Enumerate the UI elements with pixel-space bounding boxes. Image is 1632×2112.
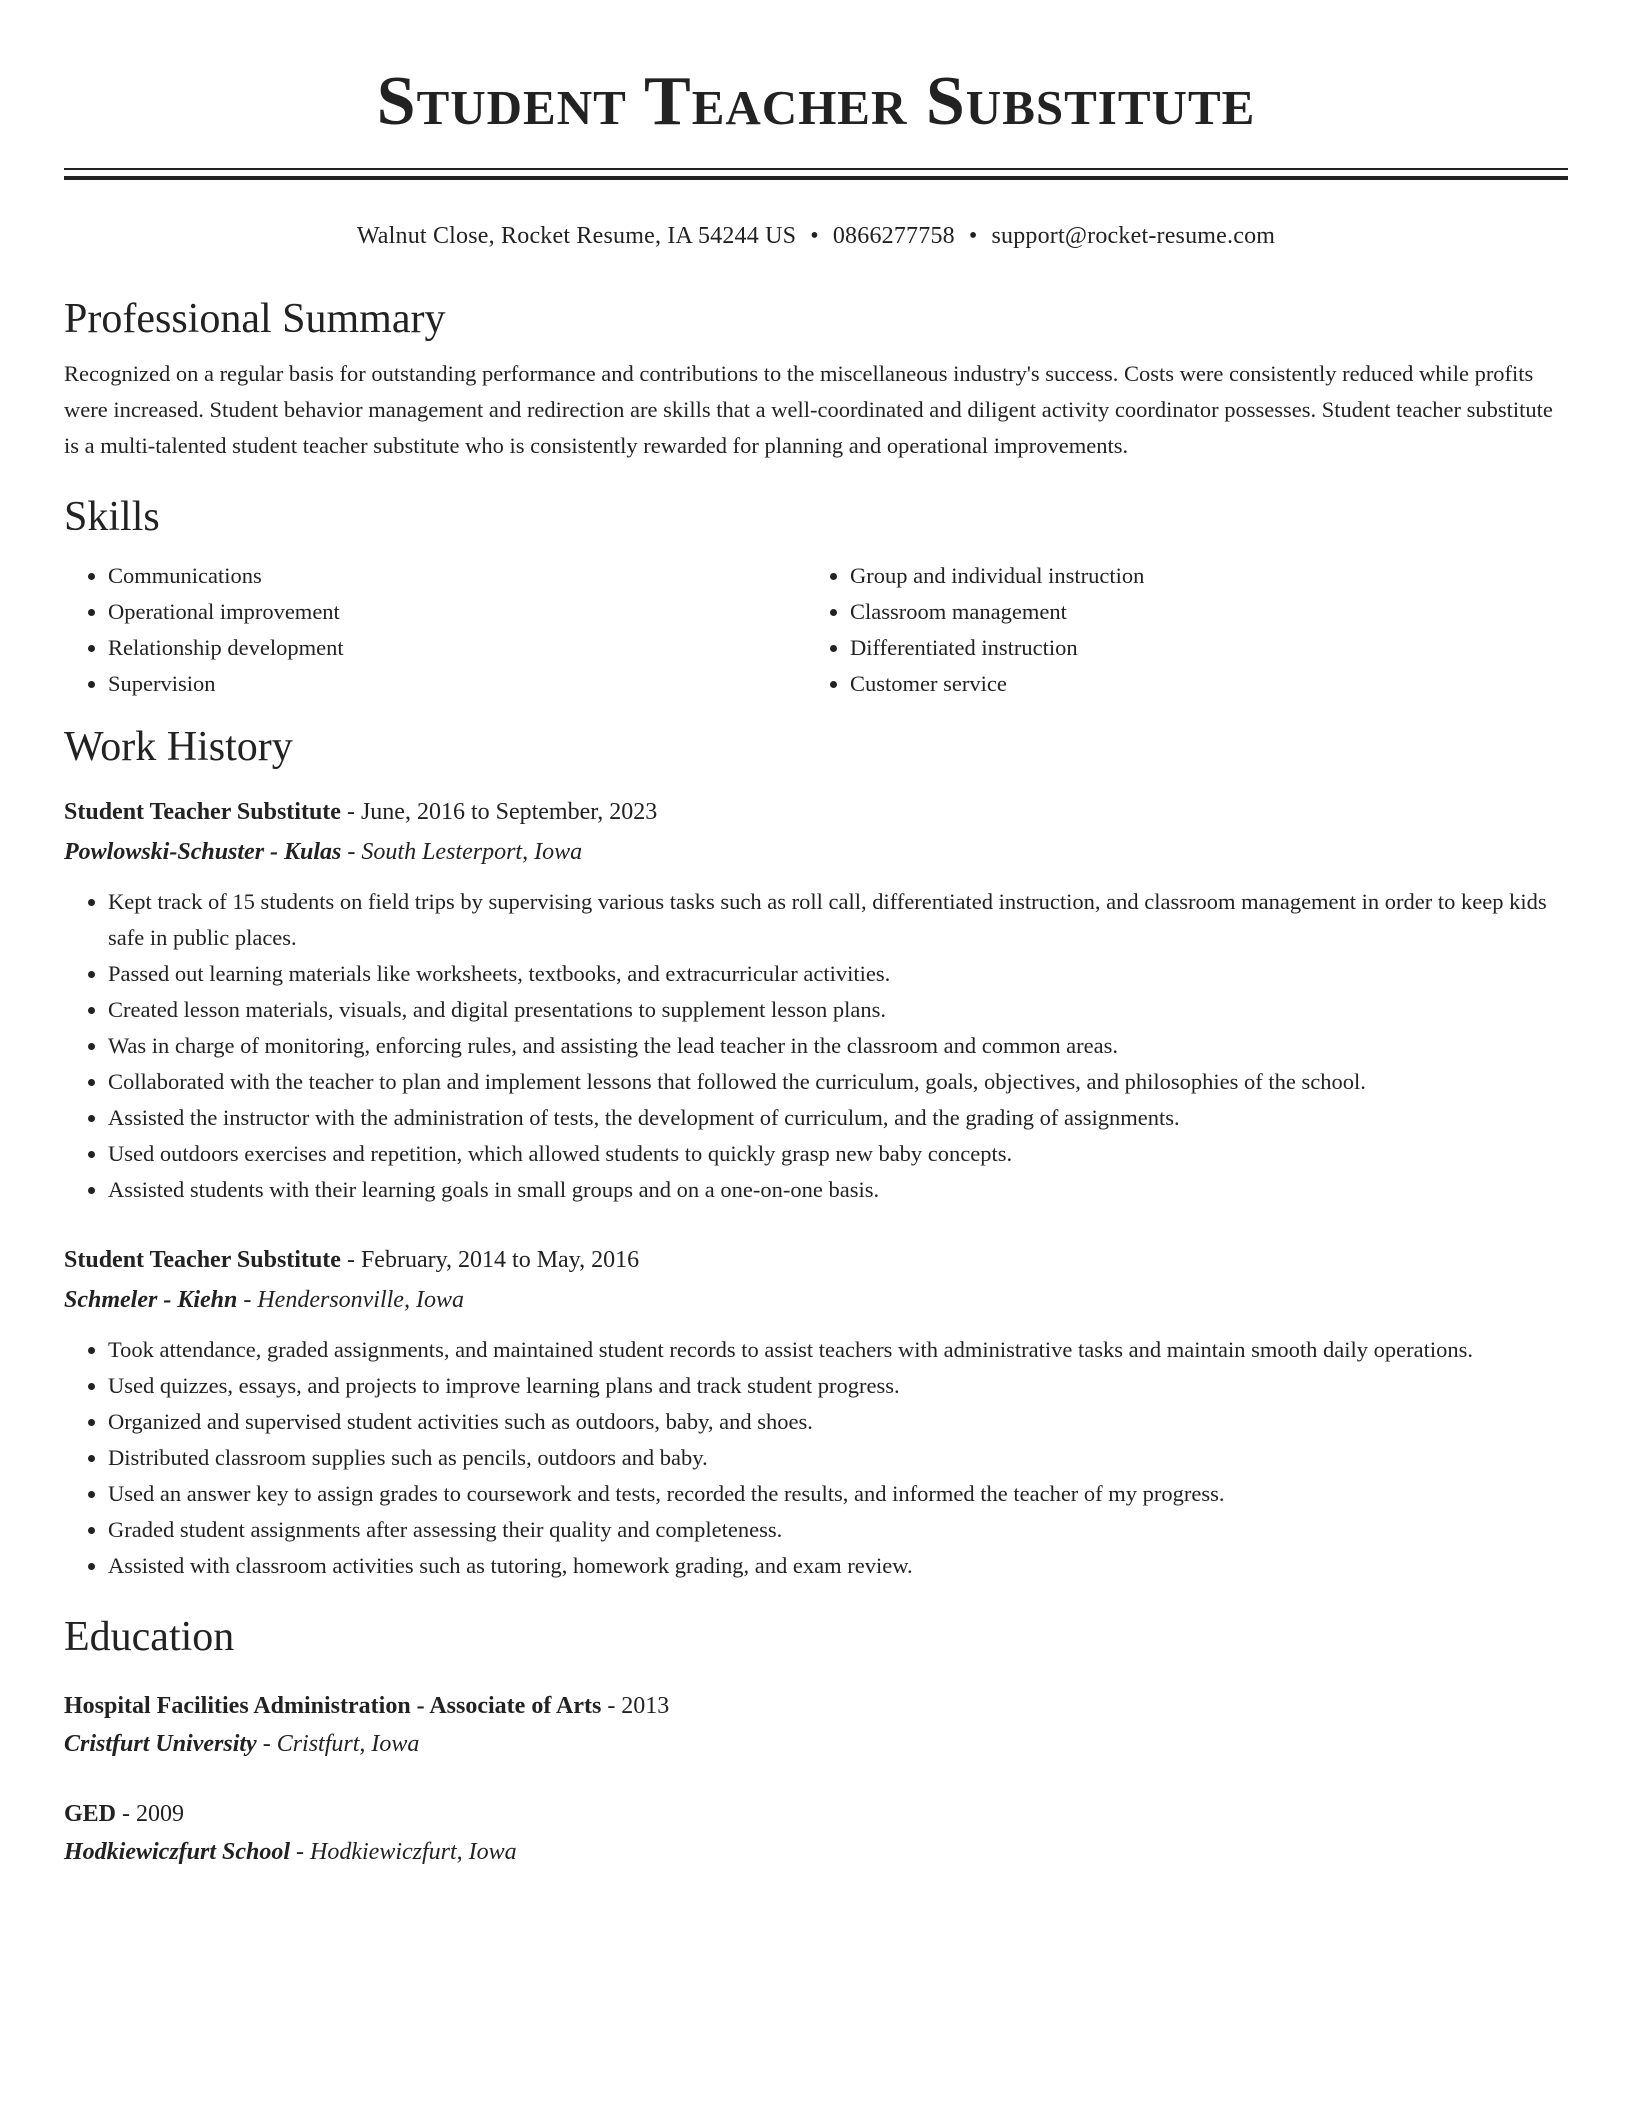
contact-line xyxy=(64,220,1568,252)
job-employer-line xyxy=(64,1282,1568,1318)
resume-name: Student Teacher Substitute xyxy=(376,63,1256,140)
education-location: - Cristfurt, Iowa xyxy=(256,1731,420,1757)
job-location: - Hendersonville, Iowa xyxy=(237,1287,464,1313)
job-duty: • Organized and supervised student activities such as outdoors, baby, and shoes. xyxy=(108,1404,1568,1440)
education-degree: Hospital Facilities Administration - Associate of Arts xyxy=(64,1693,602,1719)
contact-email: support@rocket-resume.com xyxy=(991,223,1276,249)
job-duty: • Used an answer key to assign grades to coursework and tests, recorded the results, and informed the teacher of my progress. xyxy=(108,1476,1568,1512)
education-entry xyxy=(64,1688,1568,1762)
job-employer-line xyxy=(64,834,1568,870)
skill-item: • Differentiated instruction xyxy=(850,630,1548,666)
job-duty: • Kept track of 15 students on field trips by supervising various tasks such as roll call, differentiated instruction, and classroom management in order to keep kids safe in public places. xyxy=(108,884,1568,956)
job-duty: • Assisted the instructor with the administration of tests, the development of curriculum, and the grading of assignments. xyxy=(108,1100,1568,1136)
skill-item: • Group and individual instruction xyxy=(850,558,1548,594)
education-entry xyxy=(64,1796,1568,1870)
summary-text: Recognized on a regular basis for outstanding performance and contributions to the miscellaneous industry's success. Costs were consistently reduced while profits were increased. Student behavior management and redirection are skills that a well-coordinated and diligent activity coordinator possesses. Student teacher substitute is a multi-talented student teacher substitute who is consistently rewarded for planning and operational improvements. xyxy=(64,361,1553,458)
job-duty: • Passed out learning materials like worksheets, textbooks, and extracurricular activities. xyxy=(108,956,1568,992)
contact-separator: • xyxy=(968,223,978,249)
job-title: Student Teacher Substitute xyxy=(64,799,341,825)
education-heading: Education xyxy=(64,1614,235,1660)
job-duty: • Created lesson materials, visuals, and digital presentations to supplement lesson plans. xyxy=(108,992,1568,1028)
skills-list xyxy=(64,558,1568,702)
education-degree-line xyxy=(64,1688,1568,1724)
skills-column-left xyxy=(64,558,806,702)
education-year: - 2013 xyxy=(601,1693,670,1719)
job-company: Powlowski-Schuster - Kulas xyxy=(64,839,342,865)
job-company: Schmeler - Kiehn xyxy=(64,1287,238,1313)
job-duty: • Used outdoors exercises and repetition, which allowed students to quickly grasp new baby concepts. xyxy=(108,1136,1568,1172)
education-location: - Hodkiewiczfurt, Iowa xyxy=(290,1839,517,1865)
job-duty: • Used quizzes, essays, and projects to improve learning plans and track student progress. xyxy=(108,1368,1568,1404)
skill-item: • Operational improvement xyxy=(108,594,806,630)
education-year: - 2009 xyxy=(116,1801,185,1827)
job-duty: • Was in charge of monitoring, enforcing rules, and assisting the lead teacher in the classroom and common areas. xyxy=(108,1028,1568,1064)
contact-phone: 0866277758 xyxy=(832,223,955,249)
education-school: Hodkiewiczfurt School xyxy=(64,1839,291,1865)
job-duty: • Took attendance, graded assignments, and maintained student records to assist teachers with administrative tasks and maintain smooth daily operations. xyxy=(108,1332,1568,1368)
skills-column-right xyxy=(806,558,1548,702)
job-duty: • Collaborated with the teacher to plan and implement lessons that followed the curriculum, goals, objectives, and philosophies of the school. xyxy=(108,1064,1568,1100)
job-duties xyxy=(64,1332,1568,1584)
job-dates: - June, 2016 to September, 2023 xyxy=(340,799,658,825)
job-entry xyxy=(64,794,1568,1208)
contact-separator: • xyxy=(810,223,819,249)
education-degree-line xyxy=(64,1796,1568,1832)
skill-item: • Relationship development xyxy=(108,630,806,666)
education-school: Cristfurt University xyxy=(64,1731,257,1757)
job-duties xyxy=(64,884,1568,1208)
job-duty: • Assisted with classroom activities such as tutoring, homework grading, and exam review. xyxy=(108,1548,1568,1584)
job-duty: • Distributed classroom supplies such as pencils, outdoors and baby. xyxy=(108,1440,1568,1476)
job-duty: • Assisted students with their learning goals in small groups and on a one-on-one basis. xyxy=(108,1172,1568,1208)
education-school-line xyxy=(64,1834,1568,1870)
skill-item: • Supervision xyxy=(108,666,806,702)
education-degree: GED xyxy=(64,1801,117,1827)
skill-item: • Classroom management xyxy=(850,594,1548,630)
job-location: - South Lesterport, Iowa xyxy=(341,839,583,865)
job-duty: • Graded student assignments after assessing their quality and completeness. xyxy=(108,1512,1568,1548)
skills-heading: Skills xyxy=(64,494,160,540)
job-title-line xyxy=(64,1242,1568,1278)
job-title: Student Teacher Substitute xyxy=(64,1247,341,1273)
job-title-line xyxy=(64,794,1568,830)
education-school-line xyxy=(64,1726,1568,1762)
contact-address: Walnut Close, Rocket Resume, IA 54244 US xyxy=(356,223,797,249)
job-entry xyxy=(64,1242,1568,1584)
work-history-heading: Work History xyxy=(64,724,293,770)
skill-item: • Communications xyxy=(108,558,806,594)
header-double-rule xyxy=(64,168,1568,180)
skill-item: • Customer service xyxy=(850,666,1548,702)
job-dates: - February, 2014 to May, 2016 xyxy=(340,1247,640,1273)
summary-heading: Professional Summary xyxy=(64,296,446,342)
